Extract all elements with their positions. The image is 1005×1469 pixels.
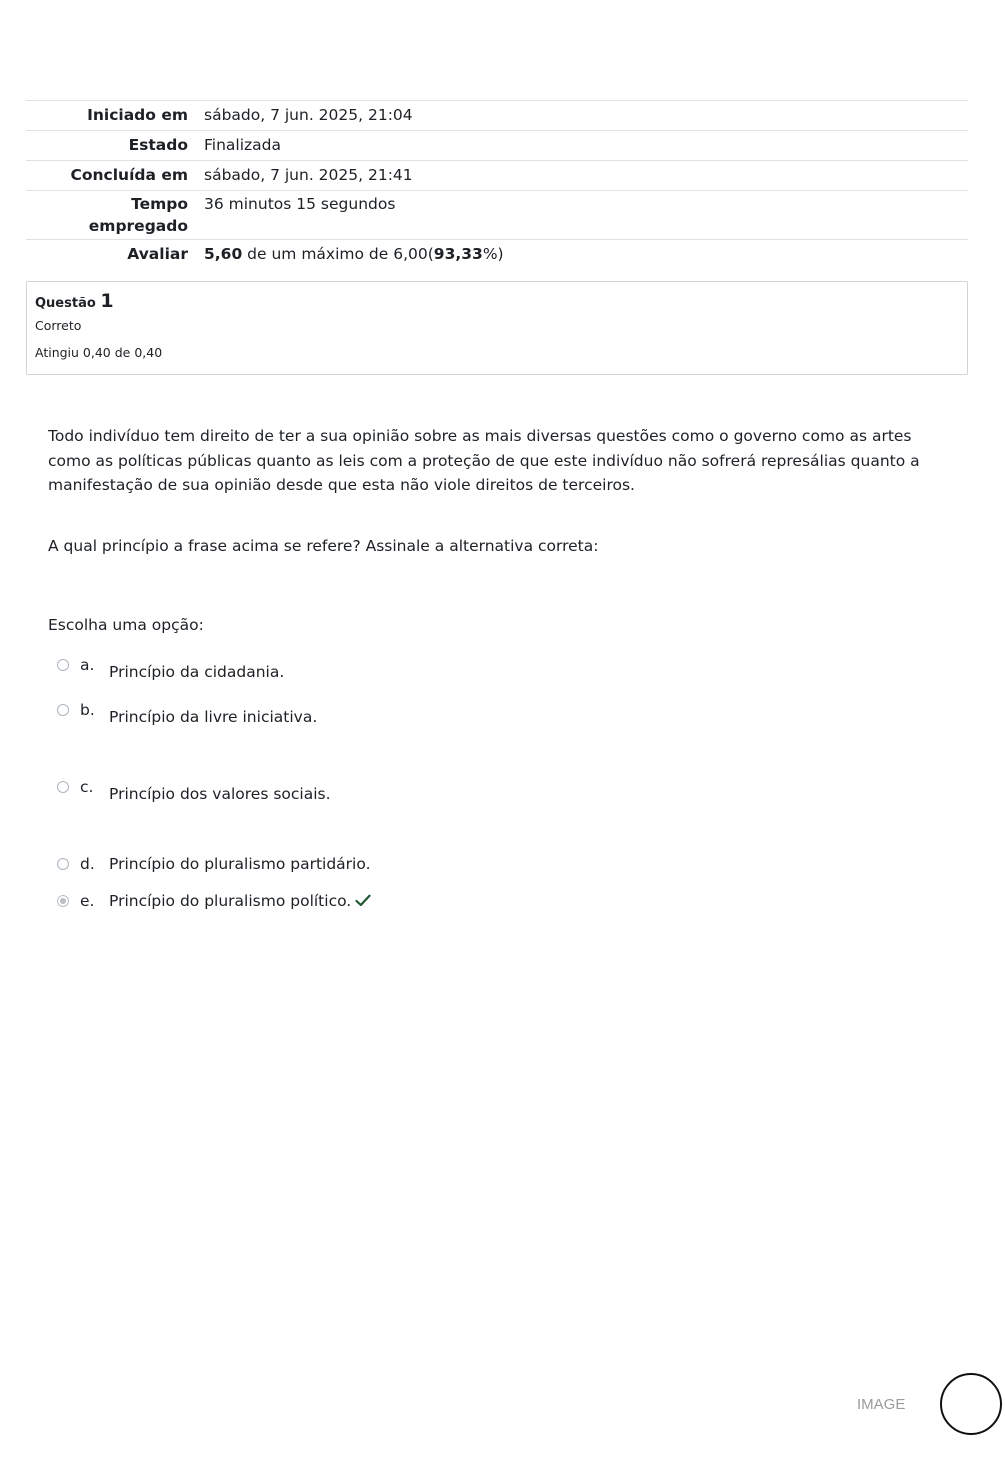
state-value: Finalizada [196,131,968,161]
option-a-text[interactable]: Princípio da cidadania. [109,663,285,681]
check-icon [355,894,371,907]
summary-row-grade [26,240,968,270]
started-value: sábado, 7 jun. 2025, 21:04 [196,101,968,131]
time-label-line2: empregado [88,217,188,235]
summary-row-completed [26,161,968,191]
summary-row-time [26,191,968,240]
attempt-summary-table [26,100,968,269]
option-d-radio[interactable] [57,858,69,870]
option-b-letter: b. [80,701,95,719]
option-d-text[interactable]: Princípio do pluralismo partidário. [109,855,371,873]
completed-label: Concluída em [26,161,196,191]
completed-value: sábado, 7 jun. 2025, 21:41 [196,161,968,191]
footer-image-label: IMAGE [857,1396,906,1413]
option-c-text[interactable]: Princípio dos valores sociais. [109,785,331,803]
summary-row-state [26,131,968,161]
grade-end: %) [482,245,504,263]
option-e-radio[interactable] [57,895,69,907]
time-label-line1: Tempo [131,195,188,213]
option-a-radio[interactable] [57,659,69,671]
option-a-letter: a. [80,656,95,674]
option-b-radio[interactable] [57,704,69,716]
option-c-radio[interactable] [57,781,69,793]
option-e-letter: e. [80,892,95,910]
grade-percent: 93,33 [433,245,483,263]
question-mark: Atingiu 0,40 de 0,40 [35,345,163,360]
option-b-text[interactable]: Princípio da livre iniciativa. [109,708,318,726]
footer-circle [940,1373,1002,1435]
summary-row-started [26,101,968,131]
question-prefix: Questão [35,296,96,311]
option-c-letter: c. [80,778,94,796]
option-e-text: Princípio do pluralismo político. [109,892,352,910]
question-info-box [26,281,968,375]
started-label: Iniciado em [26,101,196,131]
time-value: 36 minutos 15 segundos [196,191,968,240]
question-number-value: 1 [100,290,114,312]
grade-middle: de um máximo de 6,00( [242,245,434,263]
question-status: Correto [35,318,82,333]
grade-label: Avaliar [26,240,196,270]
choose-option-label: Escolha uma opção: [48,616,204,634]
question-number [35,290,959,312]
state-label: Estado [26,131,196,161]
question-text: Todo indivíduo tem direito de ter a sua opinião sobre as mais diversas questões como o governo como as artes como as políticas públicas quanto as leis com a proteção de que este indivíduo não sofrerá represálias quanto a manifestação de sua opinião desde que esta não viole direitos de terceiros. [48,427,920,494]
grade-value [196,240,968,270]
question-prompt: A qual princípio a frase acima se refere? Assinale a alternativa correta: [48,537,599,555]
option-d-letter: d. [80,855,95,873]
grade-score: 5,60 [204,245,243,263]
option-e-label[interactable] [109,892,371,910]
time-label [26,191,196,240]
